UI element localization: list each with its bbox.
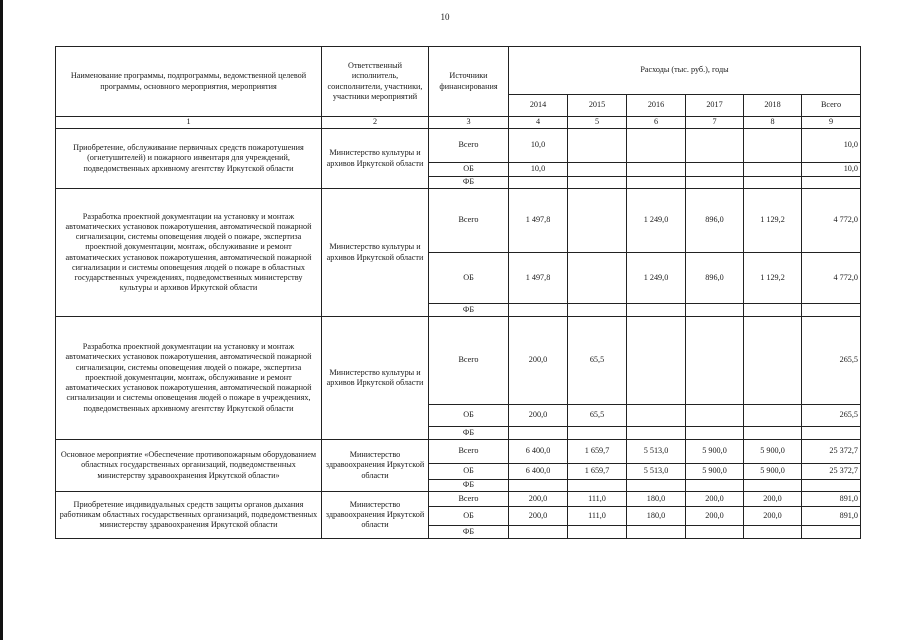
- year-value-cell: [744, 480, 802, 492]
- total-value-cell: 891,0: [802, 507, 861, 526]
- column-number: 9: [802, 117, 861, 129]
- funding-source-cell: Всего: [429, 440, 509, 464]
- year-value-cell: 111,0: [568, 492, 627, 507]
- program-name-cell: Приобретение, обслуживание первичных средств пожаротушения (огнетушителей) и пожарного инвентаря для учреждений, подведомственных архивному агентству Иркутской области: [56, 129, 322, 189]
- funding-source-cell: ФБ: [429, 526, 509, 539]
- total-value-cell: [802, 177, 861, 189]
- year-value-cell: [568, 427, 627, 440]
- program-name-cell: Разработка проектной документации на установку и монтаж автоматических установок пожаротушения, автоматической пожарной сигнализации, системы оповещения людей о пожаре, экспертиза проектной документации, монтаж, обслуживание и ремонт автоматических установок пожаротушения, автоматической пожарной сигнализации и системы оповещения людей о пожаре в учреждениях, подведомственных архивному агентству Иркутской области: [56, 317, 322, 440]
- program-name-cell: Разработка проектной документации на установку и монтаж автоматических установок пожаротушения, автоматической пожарной сигнализации, системы оповещения людей о пожаре, экспертиза проектной документации, монтаж, обслуживание и ремонт автоматических установок пожаротушения, автоматической пожарной сигнализации и системы оповещения людей о пожаре в областных государственных учреждениях, подведомственных министерству культуры и архивов Иркутской области: [56, 189, 322, 317]
- funding-source-cell: Всего: [429, 189, 509, 253]
- year-value-cell: [744, 129, 802, 163]
- total-value-cell: 891,0: [802, 492, 861, 507]
- header-source: Источники финансирования: [429, 47, 509, 117]
- total-value-cell: 10,0: [802, 163, 861, 177]
- year-value-cell: 1 659,7: [568, 464, 627, 480]
- year-value-cell: [686, 129, 744, 163]
- total-value-cell: 265,5: [802, 317, 861, 405]
- header-year: 2015: [568, 95, 627, 117]
- year-value-cell: [568, 129, 627, 163]
- year-value-cell: [509, 427, 568, 440]
- executor-cell: Министерство здравоохранения Иркутской области: [322, 440, 429, 492]
- year-value-cell: 6 400,0: [509, 440, 568, 464]
- year-value-cell: [744, 163, 802, 177]
- year-value-cell: 200,0: [686, 507, 744, 526]
- executor-cell: Министерство культуры и архивов Иркутской области: [322, 129, 429, 189]
- total-value-cell: [802, 304, 861, 317]
- executor-cell: Министерство здравоохранения Иркутской области: [322, 492, 429, 539]
- year-value-cell: [744, 526, 802, 539]
- funding-source-cell: ОБ: [429, 253, 509, 304]
- year-value-cell: [686, 177, 744, 189]
- year-value-cell: [509, 304, 568, 317]
- program-name-cell: Основное мероприятие «Обеспечение противопожарным оборудованием областных государственных организаций, подведомственных министерству здравоохранения Иркутской области»: [56, 440, 322, 492]
- total-value-cell: 4 772,0: [802, 189, 861, 253]
- table-row: [56, 129, 861, 163]
- header-program-name: Наименование программы, подпрограммы, ведомственной целевой программы, основного мероприятия, мероприятия: [56, 47, 322, 117]
- year-value-cell: 200,0: [509, 405, 568, 427]
- funding-source-cell: Всего: [429, 129, 509, 163]
- funding-source-cell: Всего: [429, 317, 509, 405]
- year-value-cell: 200,0: [509, 492, 568, 507]
- funding-source-cell: ОБ: [429, 405, 509, 427]
- year-value-cell: [627, 405, 686, 427]
- total-value-cell: 4 772,0: [802, 253, 861, 304]
- year-value-cell: [627, 163, 686, 177]
- header-expenses: Расходы (тыс. руб.), годы: [509, 47, 861, 95]
- year-value-cell: 65,5: [568, 317, 627, 405]
- program-name-cell: Приобретение индивидуальных средств защиты органов дыхания работникам областных государственных организаций, подведомственных министерству здравоохранения Иркутской области: [56, 492, 322, 539]
- column-number: 5: [568, 117, 627, 129]
- year-value-cell: 5 900,0: [744, 464, 802, 480]
- column-number: 1: [56, 117, 322, 129]
- column-number: 6: [627, 117, 686, 129]
- year-value-cell: [686, 163, 744, 177]
- page-number: 10: [440, 12, 450, 22]
- funding-source-cell: ОБ: [429, 163, 509, 177]
- table-row: [56, 492, 861, 507]
- funding-source-cell: ФБ: [429, 177, 509, 189]
- year-value-cell: [627, 304, 686, 317]
- year-value-cell: [568, 177, 627, 189]
- year-value-cell: [509, 480, 568, 492]
- column-number: 7: [686, 117, 744, 129]
- year-value-cell: 1 129,2: [744, 253, 802, 304]
- header-year: 2018: [744, 95, 802, 117]
- year-value-cell: [568, 480, 627, 492]
- year-value-cell: 5 900,0: [744, 440, 802, 464]
- table-row: [56, 440, 861, 464]
- table-row: [56, 317, 861, 405]
- year-value-cell: [686, 317, 744, 405]
- year-value-cell: 200,0: [509, 507, 568, 526]
- funding-source-cell: ФБ: [429, 480, 509, 492]
- column-number: 8: [744, 117, 802, 129]
- year-value-cell: 5 900,0: [686, 464, 744, 480]
- executor-cell: Министерство культуры и архивов Иркутской области: [322, 317, 429, 440]
- header-total: Всего: [802, 95, 861, 117]
- year-value-cell: [686, 526, 744, 539]
- year-value-cell: 111,0: [568, 507, 627, 526]
- year-value-cell: 5 900,0: [686, 440, 744, 464]
- year-value-cell: [509, 526, 568, 539]
- year-value-cell: 5 513,0: [627, 440, 686, 464]
- year-value-cell: 1 249,0: [627, 189, 686, 253]
- table-row: [56, 189, 861, 253]
- total-value-cell: 25 372,7: [802, 440, 861, 464]
- year-value-cell: 6 400,0: [509, 464, 568, 480]
- header-year: 2016: [627, 95, 686, 117]
- funding-source-cell: ОБ: [429, 507, 509, 526]
- column-number: 3: [429, 117, 509, 129]
- year-value-cell: [627, 129, 686, 163]
- year-value-cell: 200,0: [744, 492, 802, 507]
- column-number: 4: [509, 117, 568, 129]
- year-value-cell: [627, 427, 686, 440]
- year-value-cell: [627, 480, 686, 492]
- year-value-cell: 896,0: [686, 253, 744, 304]
- total-value-cell: [802, 480, 861, 492]
- header-year: 2017: [686, 95, 744, 117]
- year-value-cell: [744, 317, 802, 405]
- year-value-cell: 200,0: [686, 492, 744, 507]
- year-value-cell: 200,0: [509, 317, 568, 405]
- year-value-cell: 1 497,8: [509, 253, 568, 304]
- year-value-cell: [568, 163, 627, 177]
- column-number: 2: [322, 117, 429, 129]
- year-value-cell: 180,0: [627, 507, 686, 526]
- year-value-cell: [744, 405, 802, 427]
- header-executor: Ответственный исполнитель, соисполнители, участники, участники мероприятий: [322, 47, 429, 117]
- year-value-cell: 200,0: [744, 507, 802, 526]
- year-value-cell: 1 497,8: [509, 189, 568, 253]
- year-value-cell: [686, 405, 744, 427]
- year-value-cell: 65,5: [568, 405, 627, 427]
- budget-table: [55, 46, 861, 539]
- year-value-cell: 1 659,7: [568, 440, 627, 464]
- total-value-cell: 10,0: [802, 129, 861, 163]
- year-value-cell: 180,0: [627, 492, 686, 507]
- header-year: 2014: [509, 95, 568, 117]
- year-value-cell: 10,0: [509, 129, 568, 163]
- year-value-cell: [686, 304, 744, 317]
- year-value-cell: 1 129,2: [744, 189, 802, 253]
- year-value-cell: [744, 177, 802, 189]
- executor-cell: Министерство культуры и архивов Иркутской области: [322, 189, 429, 317]
- table-body: [56, 129, 861, 539]
- total-value-cell: [802, 427, 861, 440]
- funding-source-cell: Всего: [429, 492, 509, 507]
- funding-source-cell: ФБ: [429, 427, 509, 440]
- year-value-cell: [627, 317, 686, 405]
- year-value-cell: [744, 427, 802, 440]
- year-value-cell: [686, 480, 744, 492]
- year-value-cell: 10,0: [509, 163, 568, 177]
- year-value-cell: [686, 427, 744, 440]
- year-value-cell: 5 513,0: [627, 464, 686, 480]
- funding-source-cell: ФБ: [429, 304, 509, 317]
- year-value-cell: 1 249,0: [627, 253, 686, 304]
- year-value-cell: [744, 304, 802, 317]
- year-value-cell: [568, 526, 627, 539]
- year-value-cell: [568, 304, 627, 317]
- year-value-cell: [509, 177, 568, 189]
- year-value-cell: [568, 189, 627, 253]
- total-value-cell: 265,5: [802, 405, 861, 427]
- year-value-cell: [568, 253, 627, 304]
- year-value-cell: [627, 526, 686, 539]
- year-value-cell: [627, 177, 686, 189]
- total-value-cell: [802, 526, 861, 539]
- funding-source-cell: ОБ: [429, 464, 509, 480]
- total-value-cell: 25 372,7: [802, 464, 861, 480]
- scan-edge: [0, 0, 3, 640]
- year-value-cell: 896,0: [686, 189, 744, 253]
